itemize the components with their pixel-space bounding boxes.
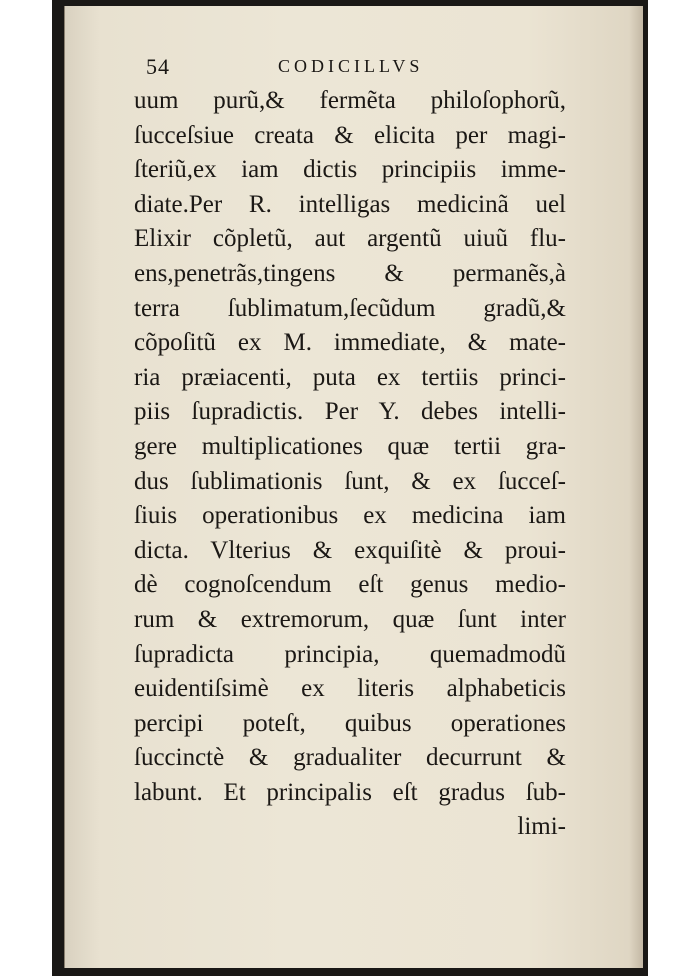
text-line: ſuccinctè & gradualiter decurrunt & [134, 744, 566, 772]
text-line: labunt. Et principalis eſt gradus ſub- [134, 778, 566, 806]
running-head: CODICILLVS [278, 56, 424, 76]
text-line: cõpoſitũ ex M. immediate, & mate- [134, 329, 566, 357]
text-line: Elixir cõpletũ, aut argentũ uiuũ flu- [134, 225, 566, 253]
text-line: ſiuis operationibus ex medicina iam [134, 502, 566, 530]
page-header [146, 54, 566, 84]
text-line: dicta. Vlterius & exquiſitè & proui- [134, 536, 566, 564]
text-line: terra ſublimatum,ſecũdum gradũ,& [134, 294, 566, 322]
text-line: piis ſupradictis. Per Y. debes intelli- [134, 398, 566, 426]
text-line: ria præiacenti, puta ex tertiis princi- [134, 363, 566, 391]
text-line: ſupradicta principia, quemadmodũ [134, 640, 566, 668]
text-line: gere multiplicationes quæ tertii gra- [134, 432, 566, 460]
text-line: diate.Per R. intelligas medicinã uel [134, 190, 566, 218]
page-number: 54 [146, 54, 170, 79]
text-line: ens,penetrãs,tingens & permanẽs,à [134, 259, 566, 287]
body-text [134, 84, 566, 845]
catchword: limi- [517, 813, 566, 841]
text-line: euidentiſsimè ex literis alphabeticis [134, 675, 566, 703]
text-line: rum & extremorum, quæ ſunt inter [134, 605, 566, 633]
text-line: ſteriũ,ex iam dictis principiis imme- [134, 156, 566, 184]
text-line: uum purũ,& fermẽta philoſophorũ, [134, 87, 566, 114]
page-edge-shadow [629, 6, 643, 968]
text-line: dus ſublimationis ſunt, & ex ſucceſ- [134, 467, 566, 495]
text-line: percipi poteſt, quibus operationes [134, 709, 566, 737]
text-line: dè cognoſcendum eſt genus medio- [134, 571, 566, 599]
text-line: ſucceſsiue creata & elicita per magi- [134, 121, 566, 149]
